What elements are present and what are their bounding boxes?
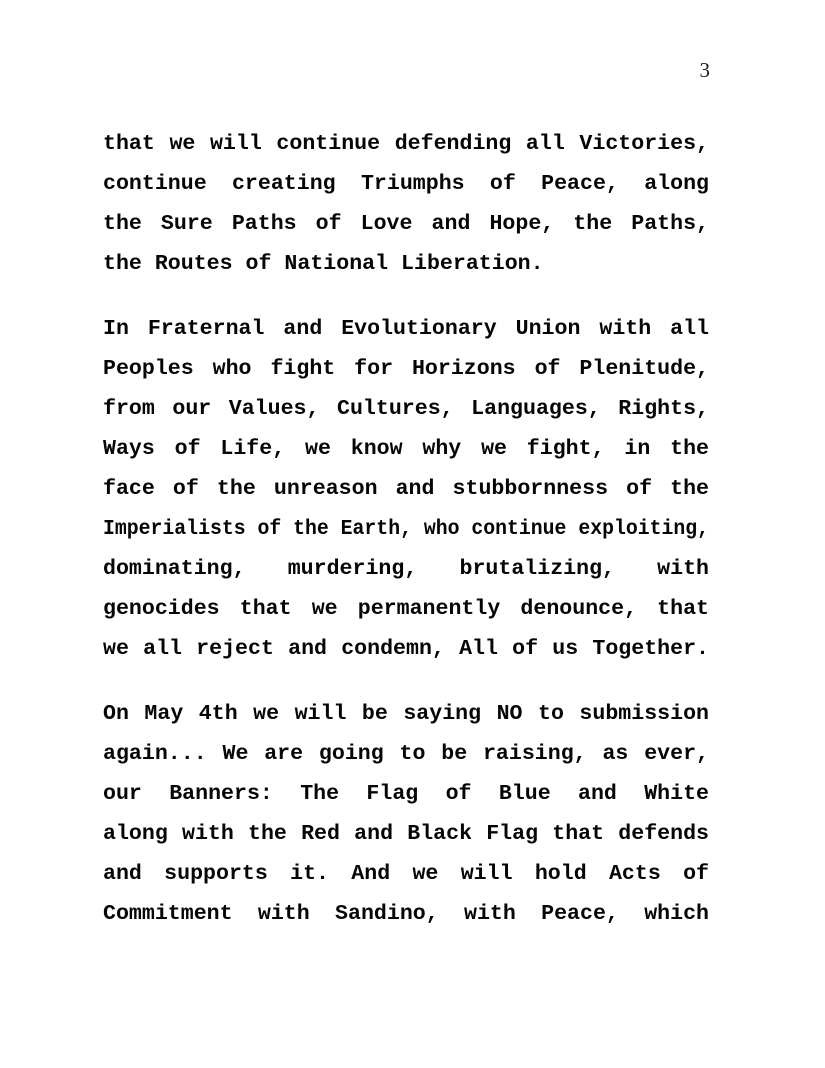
text-line: Peoples who fight for Horizons of Plenitude, xyxy=(103,357,709,381)
text-line: our Banners: The Flag of Blue and White xyxy=(103,782,709,806)
text-line: again... We are going to be raising, as ever, xyxy=(103,742,709,766)
text-line: and supports it. And we will hold Acts of xyxy=(103,862,709,886)
text-line: Ways of Life, we know why we fight, in the xyxy=(103,437,709,461)
paragraph-1 xyxy=(103,124,709,284)
text-line: dominating, murdering, brutalizing, with xyxy=(103,557,709,581)
text-line: Commitment with Sandino, with Peace, which xyxy=(103,902,709,926)
text-line: On May 4th we will be saying NO to submission xyxy=(103,702,709,726)
text-line: along with the Red and Black Flag that defends xyxy=(103,822,709,846)
text-line: from our Values, Cultures, Languages, Rights, xyxy=(103,397,709,421)
text-line: face of the unreason and stubbornness of the xyxy=(103,477,709,501)
text-line: the Routes of National Liberation. xyxy=(103,252,544,276)
text-line: that we will continue defending all Victories, xyxy=(103,132,709,156)
paragraph-2 xyxy=(103,309,709,669)
page-number: 3 xyxy=(699,58,710,82)
paragraph-3 xyxy=(103,694,709,934)
text-line: In Fraternal and Evolutionary Union with all xyxy=(103,317,709,341)
document-body xyxy=(103,124,709,934)
text-line-condensed: Imperialists of the Earth, who continue exploiting, xyxy=(103,517,710,541)
text-line: the Sure Paths of Love and Hope, the Paths, xyxy=(103,212,709,236)
text-line: genocides that we permanently denounce, that xyxy=(103,597,709,621)
text-line: we all reject and condemn, All of us Together. xyxy=(103,637,709,661)
text-line: continue creating Triumphs of Peace, along xyxy=(103,172,709,196)
